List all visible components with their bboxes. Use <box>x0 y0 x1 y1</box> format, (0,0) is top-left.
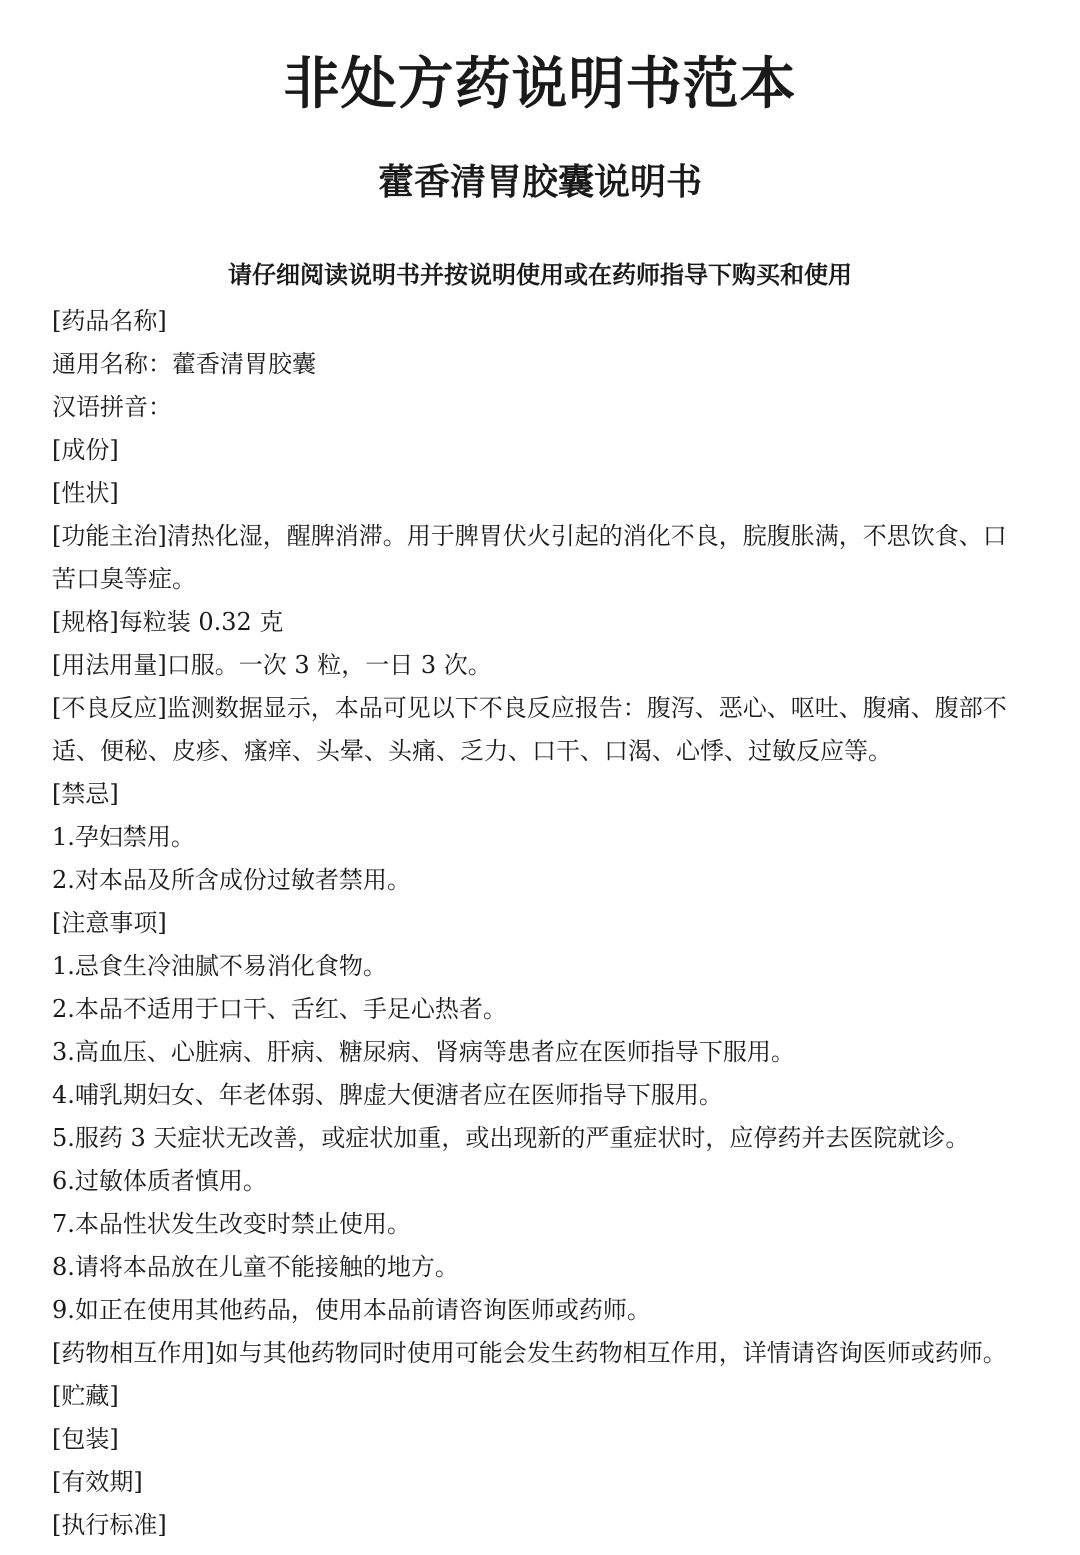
section-appearance: [性状] <box>52 479 119 507</box>
page-title: 非处方药说明书范本 <box>283 51 797 117</box>
precaution-item: 4.哺乳期妇女、年老体弱、脾虚大便溏者应在医师指导下服用。 <box>52 1081 723 1109</box>
pinyin-line: 汉语拼音： <box>52 393 172 421</box>
precaution-item: 3.高血压、心脏病、肝病、糖尿病、肾病等患者应在医师指导下服用。 <box>52 1038 795 1066</box>
precaution-item: 8.请将本品放在儿童不能接触的地方。 <box>52 1253 459 1281</box>
precaution-item: 7.本品性状发生改变时禁止使用。 <box>52 1210 411 1238</box>
precaution-item: 9.如正在使用其他药品，使用本品前请咨询医师或药师。 <box>52 1296 651 1324</box>
document-body <box>52 300 1042 1547</box>
section-ingredients: [成份] <box>52 436 119 464</box>
precaution-item: 6.过敏体质者慎用。 <box>52 1167 267 1195</box>
dosage-line: [用法用量]口服。一次 3 粒，一日 3 次。 <box>52 651 492 679</box>
usage-notice: 请仔细阅读说明书并按说明使用或在药师指导下购买和使用 <box>228 260 852 289</box>
section-expiry: [有效期] <box>52 1468 143 1496</box>
generic-name-line: 通用名称：藿香清胃胶囊 <box>52 350 316 378</box>
indications-line-2: 苦口臭等症。 <box>52 565 196 593</box>
section-standard: [执行标准] <box>52 1511 167 1539</box>
section-drug-name: [药品名称] <box>52 307 167 335</box>
section-packaging: [包装] <box>52 1425 119 1453</box>
contraindication-item: 2.对本品及所含成份过敏者禁用。 <box>52 866 411 894</box>
specification-line: [规格]每粒装 0.32 克 <box>52 608 284 636</box>
section-storage: [贮藏] <box>52 1382 119 1410</box>
contraindication-item: 1.孕妇禁用。 <box>52 823 195 851</box>
section-precautions: [注意事项] <box>52 909 167 937</box>
precaution-item: 2.本品不适用于口干、舌红、手足心热者。 <box>52 995 507 1023</box>
drug-interactions-line: [药物相互作用]如与其他药物同时使用可能会发生药物相互作用，详情请咨询医师或药师。 <box>52 1339 1007 1367</box>
precaution-item: 1.忌食生冷油腻不易消化食物。 <box>52 952 387 980</box>
indications-line-1: [功能主治]清热化湿，醒脾消滞。用于脾胃伏火引起的消化不良，脘腹胀满，不思饮食、口 <box>52 522 1007 550</box>
adverse-reactions-line-2: 适、便秘、皮疹、瘙痒、头晕、头痛、乏力、口干、口渴、心悸、过敏反应等。 <box>52 737 892 765</box>
adverse-reactions-line-1: [不良反应]监测数据显示，本品可见以下不良反应报告：腹泻、恶心、呕吐、腹痛、腹部不 <box>52 694 1007 722</box>
document-subtitle: 藿香清胃胶囊说明书 <box>377 161 702 203</box>
precaution-item: 5.服药 3 天症状无改善，或症状加重，或出现新的严重症状时，应停药并去医院就诊。 <box>52 1124 970 1152</box>
section-contraindications: [禁忌] <box>52 780 119 808</box>
